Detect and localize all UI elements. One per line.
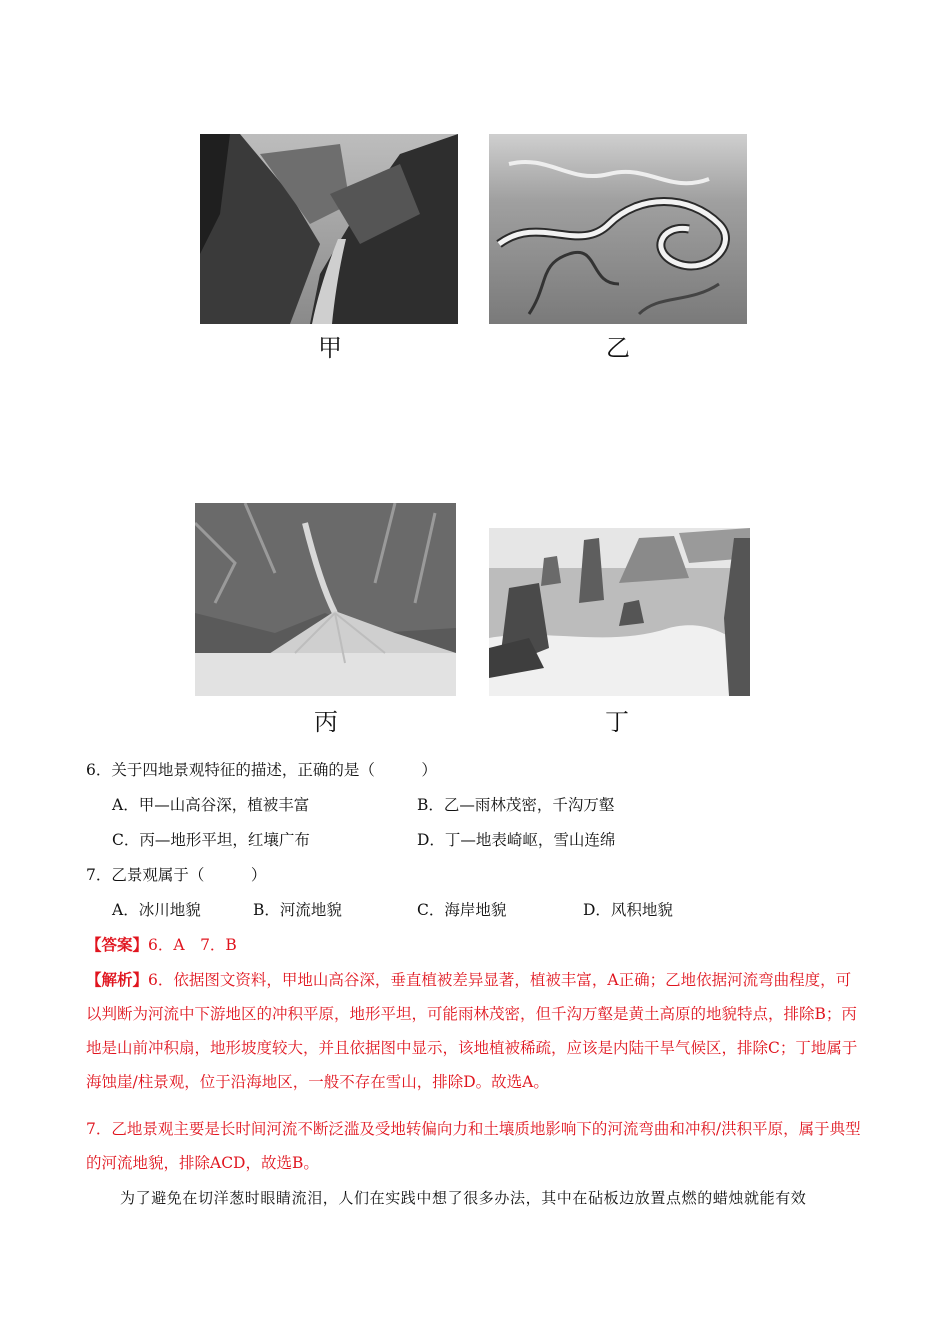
answer-tag: 【答案】 <box>86 935 149 954</box>
caption-bing: 丙 <box>314 708 338 736</box>
caption-ding: 丁 <box>605 708 629 736</box>
q6-option-c: C．丙—地形平坦，红壤广布 <box>112 831 310 849</box>
analysis-text-2: 7．乙地景观主要是长时间河流不断泛滥及受地转偏向力和土壤质地影响下的河流弯曲和冲积/洪积平原，属于典型的河流地貌，排除ACD，故选B。 <box>86 1120 861 1172</box>
q6-option-b: B．乙—雨林茂密，千沟万壑 <box>417 796 615 814</box>
next-question-text: 为了避免在切洋葱时眼睛流泪，人们在实践中想了很多办法，其中在砧板边放置点燃的蜡烛就能有效 <box>120 1189 807 1207</box>
analysis-tag: 【解析】 <box>86 970 149 989</box>
q7-option-d: D．风积地貌 <box>583 901 673 919</box>
question-7-stem: 7．乙景观属于（ ） <box>86 866 267 884</box>
q7-option-c: C．海岸地貌 <box>417 901 507 919</box>
photo-yi-meander <box>489 134 747 324</box>
caption-yi: 乙 <box>606 334 630 362</box>
q6-option-d: D．丁—地表崎岖，雪山连绵 <box>417 831 616 849</box>
caption-jia: 甲 <box>318 334 342 362</box>
q7-option-b: B．河流地貌 <box>253 901 342 919</box>
answer-text: 6．A 7．B <box>148 936 237 954</box>
photo-jia-canyon <box>200 134 458 324</box>
q6-option-a: A．甲—山高谷深，植被丰富 <box>112 796 310 814</box>
answer-line <box>86 935 237 955</box>
photo-bing-alluvial-fan <box>195 503 456 696</box>
analysis-paragraph-1 <box>86 963 866 1099</box>
question-6-stem: 6．关于四地景观特征的描述，正确的是（ ） <box>86 761 437 779</box>
analysis-text-1: 6．依据图文资料，甲地山高谷深，垂直植被差异显著，植被丰富，A正确；乙地依据河流弯曲程度，可以判断为河流中下游地区的冲积平原，地形平坦，可能雨林茂密，但千沟万壑是黄土高原的地貌特点，排除B；丙地是山前冲积扇，地形坡度较大，并且依据图中显示，该地植被稀疏，应该是内陆干旱气候区，排除C；丁地属于海蚀崖/柱景观，位于沿海地区，一般不存在雪山，排除D。故选A。 <box>86 971 858 1091</box>
analysis-paragraph-2 <box>86 1112 866 1180</box>
q7-option-a: A．冰川地貌 <box>112 901 201 919</box>
photo-ding-sea-stacks <box>489 528 750 696</box>
